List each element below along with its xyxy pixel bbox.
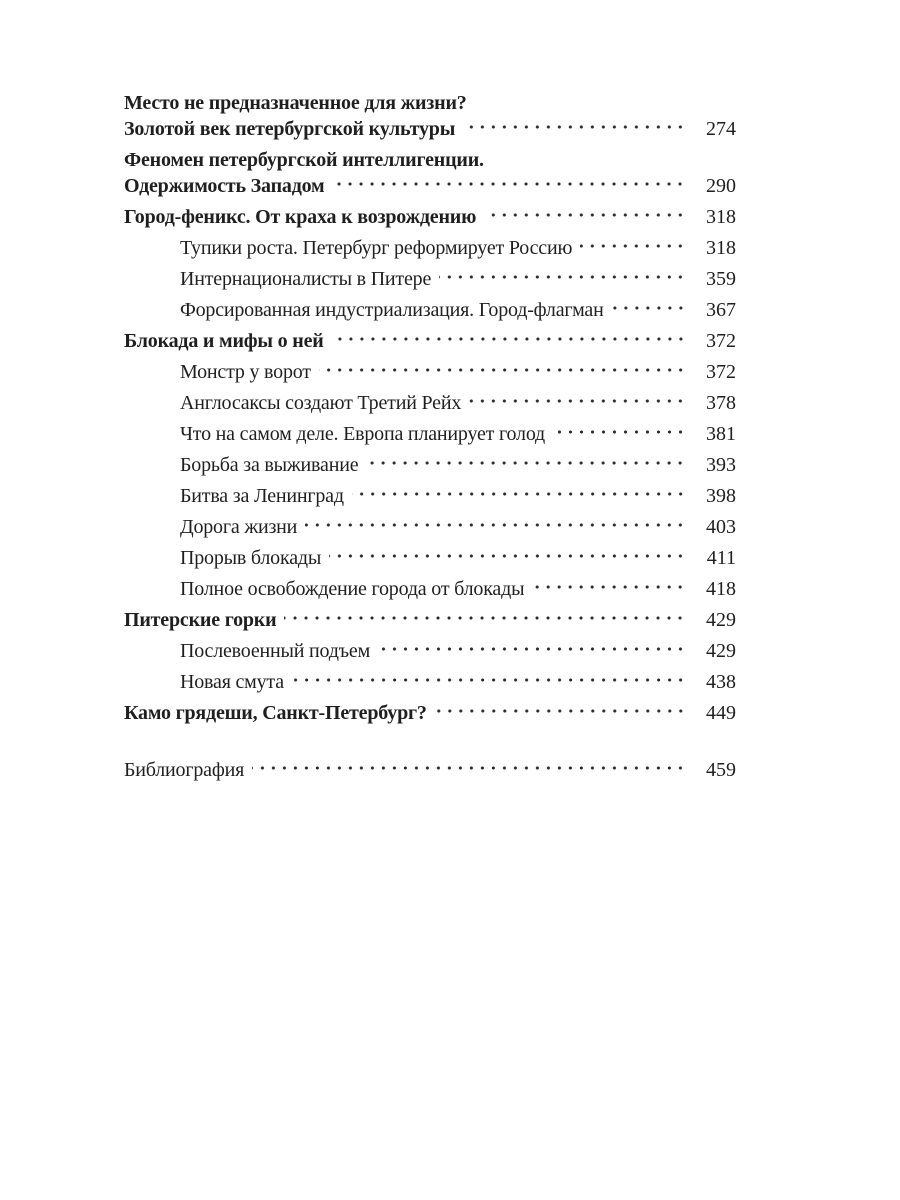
- toc-entry-line: [180, 390, 736, 416]
- toc-entry: [124, 235, 736, 261]
- toc-entry-title: Город-феникс. От краха к возрождению: [124, 206, 477, 228]
- toc-page-number: 411: [706, 547, 736, 569]
- dot-leader: [580, 235, 688, 261]
- dot-leader: [305, 514, 688, 540]
- toc-entry-title: Одержимость Западом: [124, 175, 325, 197]
- toc-page-number: 274: [706, 118, 736, 140]
- toc-entry: [124, 607, 736, 633]
- toc-entry-title: Тупики роста. Петербург реформирует Россию: [180, 237, 573, 259]
- toc-page-number: 393: [706, 454, 736, 476]
- toc-page-number: 449: [706, 702, 736, 724]
- dot-leader: [532, 576, 688, 602]
- toc-entry-line: [180, 452, 736, 478]
- toc-entry-title: Камо грядеши, Санкт-Петербург?: [124, 702, 427, 724]
- toc-page-number: 378: [706, 392, 736, 414]
- dot-leader: [319, 359, 688, 385]
- toc-entry: [124, 90, 736, 142]
- toc-entry-line: [124, 700, 736, 726]
- toc-page-number: 290: [706, 175, 736, 197]
- toc-entry-line: [180, 514, 736, 540]
- toc-entry-title: Золотой век петербургской культуры: [124, 118, 456, 140]
- toc-entry: [124, 328, 736, 354]
- toc-entry-line: [180, 638, 736, 664]
- toc-page-number: 318: [706, 237, 736, 259]
- toc-page-number: 318: [706, 206, 736, 228]
- toc-page-number: 372: [706, 330, 736, 352]
- toc-entry-title: Новая смута: [180, 671, 284, 693]
- toc-entry-title: Битва за Ленинград: [180, 485, 344, 507]
- toc-entry-line: [180, 266, 736, 292]
- toc-entry-line: [124, 147, 736, 173]
- toc-entry: [124, 514, 736, 540]
- dot-leader: [252, 757, 688, 783]
- table-of-contents: [124, 90, 736, 783]
- toc-entry-title: Интернационалисты в Питере: [180, 268, 432, 290]
- toc-entry: [124, 297, 736, 323]
- toc-entry-line: [124, 204, 736, 230]
- toc-entry-line: [180, 483, 736, 509]
- toc-entry: [124, 638, 736, 664]
- toc-entry: [124, 452, 736, 478]
- dot-leader: [484, 204, 688, 230]
- toc-entry: [124, 669, 736, 695]
- toc-entry-line: [124, 116, 736, 142]
- dot-leader: [332, 173, 688, 199]
- dot-leader: [366, 452, 688, 478]
- toc-entry: [124, 576, 736, 602]
- toc-page-number: 459: [706, 759, 736, 781]
- toc-entry-title: Что на самом деле. Европа планирует голод: [180, 423, 546, 445]
- toc-page-number: 429: [706, 640, 736, 662]
- toc-entry-title: Прорыв блокады: [180, 547, 322, 569]
- toc-entry: [124, 483, 736, 509]
- dot-leader: [553, 421, 688, 447]
- toc-entry-title: Форсированная индустриализация. Город-флагман: [180, 299, 604, 321]
- dot-leader: [332, 328, 688, 354]
- toc-entry-title: Послевоенный подъем: [180, 640, 371, 662]
- toc-entry: [124, 266, 736, 292]
- toc-entry-line: [124, 173, 736, 199]
- toc-entry: [124, 545, 736, 571]
- toc-entry-title: Место не предназначенное для жизни?: [124, 92, 467, 114]
- toc-entry-title: Питерские горки: [124, 609, 277, 631]
- toc-entry-line: [180, 545, 736, 571]
- dot-leader: [292, 669, 688, 695]
- toc-entry-title: Дорога жизни: [180, 516, 298, 538]
- toc-entry: [124, 700, 736, 726]
- toc-entry-title: Библиография: [124, 759, 245, 781]
- toc-entry-line: [180, 297, 736, 323]
- toc-entry-title: Блокада и мифы о ней: [124, 330, 324, 352]
- toc-entry: [124, 359, 736, 385]
- toc-entry: [124, 204, 736, 230]
- toc-page-number: 429: [706, 609, 736, 631]
- dot-leader: [439, 266, 688, 292]
- toc-entry-line: [180, 576, 736, 602]
- toc-entry-line: [180, 359, 736, 385]
- toc-entry-line: [180, 421, 736, 447]
- toc-entry-line: [124, 607, 736, 633]
- toc-entry-title: Полное освобождение города от блокады: [180, 578, 525, 600]
- toc-entry-title: Феномен петербургской интеллигенции.: [124, 149, 484, 171]
- toc-page-number: 381: [706, 423, 736, 445]
- toc-page-number: 359: [706, 268, 736, 290]
- dot-leader: [463, 116, 688, 142]
- toc-entry-title: Англосаксы создают Третий Рейх: [180, 392, 462, 414]
- dot-leader: [435, 700, 688, 726]
- dot-leader: [284, 607, 688, 633]
- toc-entry-line: [124, 757, 736, 783]
- toc-entry: [124, 421, 736, 447]
- toc-page-number: 367: [706, 299, 736, 321]
- toc-entry-title: Монстр у ворот: [180, 361, 311, 383]
- toc-page-number: 418: [706, 578, 736, 600]
- toc-page-number: 403: [706, 516, 736, 538]
- toc-entry: [124, 147, 736, 199]
- toc-entry: [124, 757, 736, 783]
- toc-page-number: 398: [706, 485, 736, 507]
- toc-page-number: 372: [706, 361, 736, 383]
- dot-leader: [378, 638, 688, 664]
- toc-entry-title: Борьба за выживание: [180, 454, 359, 476]
- toc-entry-line: [124, 328, 736, 354]
- toc-entry: [124, 390, 736, 416]
- dot-leader: [612, 297, 688, 323]
- toc-page-number: 438: [706, 671, 736, 693]
- toc-entry-line: [124, 90, 736, 116]
- dot-leader: [469, 390, 688, 416]
- dot-leader: [329, 545, 688, 571]
- dot-leader: [352, 483, 688, 509]
- toc-entry-line: [180, 669, 736, 695]
- toc-entry-line: [180, 235, 736, 261]
